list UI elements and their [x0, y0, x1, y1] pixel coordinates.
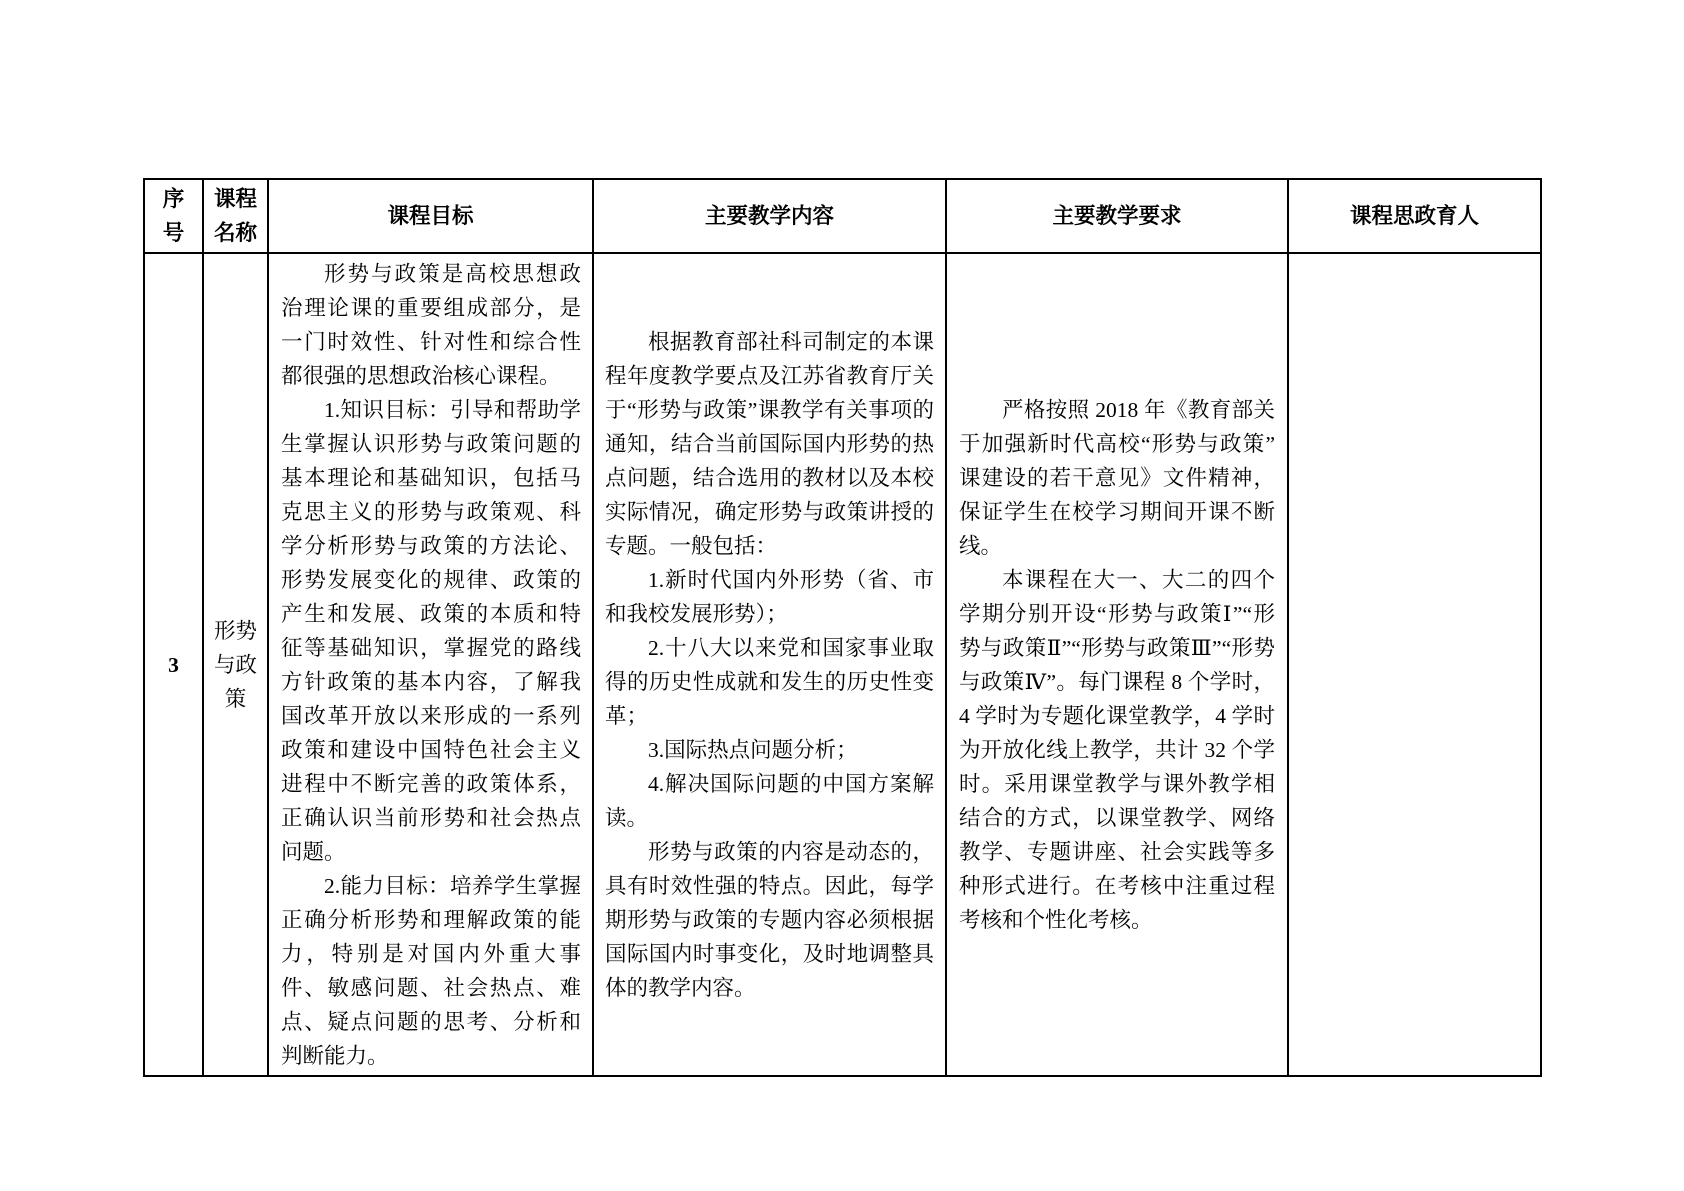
- header-xuhao: 序号: [144, 179, 203, 253]
- paragraph: 本课程在大一、大二的四个学期分别开设“形势与政策Ⅰ”“形势与政策Ⅱ”“形势与政策Ⅲ”“形势与政策Ⅳ”。每门课程 8 个学时，4 学时为专题化课堂教学，4 学时为开放化线上教学，共计 32 个学时。采用课堂教学与课外教学相结合的方式，以课堂教学、网络教学、专题讲座、社会实践等多种形式进行。在考核中注重过程考核和个性化考核。: [959, 567, 1275, 932]
- header-kecheng-sizheng-yuren: 课程思政育人: [1288, 179, 1541, 253]
- cell-xuhao: 3: [144, 253, 203, 1076]
- cell-kecheng-sizheng-yuren: [1288, 253, 1541, 1076]
- cell-zhuyao-jiaoxue-yaoqiu: [946, 253, 1288, 1076]
- header-zhuyao-jiaoxue-neirong: 主要教学内容: [593, 179, 946, 253]
- table-row: [144, 253, 1541, 1076]
- paragraph: 严格按照 2018 年《教育部关于加强新时代高校“形势与政策”课建设的若干意见》文件精神，保证学生在校学习期间开课不断线。: [959, 397, 1275, 558]
- paragraph: 1.新时代国内外形势（省、市和我校发展形势）；: [605, 567, 934, 626]
- paragraph: 形势与政策的内容是动态的，具有时效性强的特点。因此，每学期形势与政策的专题内容必须根据国际国内时事变化，及时地调整具体的教学内容。: [605, 839, 934, 1000]
- paragraph: 根据教育部社科司制定的本课程年度教学要点及江苏省教育厅关于“形势与政策”课教学有关事项的通知，结合当前国际国内形势的热点问题，结合选用的教材以及本校实际情况，确定形势与政策讲授的专题。一般包括：: [605, 329, 934, 558]
- paragraph: 形势与政策是高校思想政治理论课的重要组成部分，是一门时效性、针对性和综合性都很强的思想政治核心课程。: [281, 262, 581, 388]
- header-row: [144, 179, 1541, 253]
- paragraph: 4.解决国际问题的中国方案解读。: [605, 771, 934, 830]
- cell-kecheng-mingcheng: 形势与政策: [203, 253, 268, 1076]
- paragraph: 2.能力目标：培养学生掌握正确分析形势和理解政策的能力，特别是对国内外重大事件、敏感问题、社会热点、难点、疑点问题的思考、分析和判断能力。: [281, 874, 581, 1068]
- cell-zhuyao-jiaoxue-neirong: [593, 253, 946, 1076]
- paragraph: 1.知识目标：引导和帮助学生掌握认识形势与政策问题的基本理论和基础知识，包括马克思主义的形势与政策观、科学分析形势与政策的方法论、形势发展变化的规律、政策的产生和发展、政策的本质和特征等基础知识，掌握党的路线方针政策的基本内容，了解我国改革开放以来形成的一系列政策和建设中国特色社会主义进程中不断完善的政策体系，正确认识当前形势和社会热点问题。: [281, 398, 581, 864]
- header-kecheng-mubiao: 课程目标: [268, 179, 593, 253]
- cell-kecheng-mubiao: [268, 253, 593, 1076]
- header-kecheng-mingcheng: 课程名称: [203, 179, 268, 253]
- course-table: [143, 178, 1542, 1077]
- paragraph: 3.国际热点问题分析；: [648, 737, 858, 762]
- paragraph: 2.十八大以来党和国家事业取得的历史性成就和发生的历史性变革；: [605, 635, 934, 728]
- header-zhuyao-jiaoxue-yaoqiu: 主要教学要求: [946, 179, 1288, 253]
